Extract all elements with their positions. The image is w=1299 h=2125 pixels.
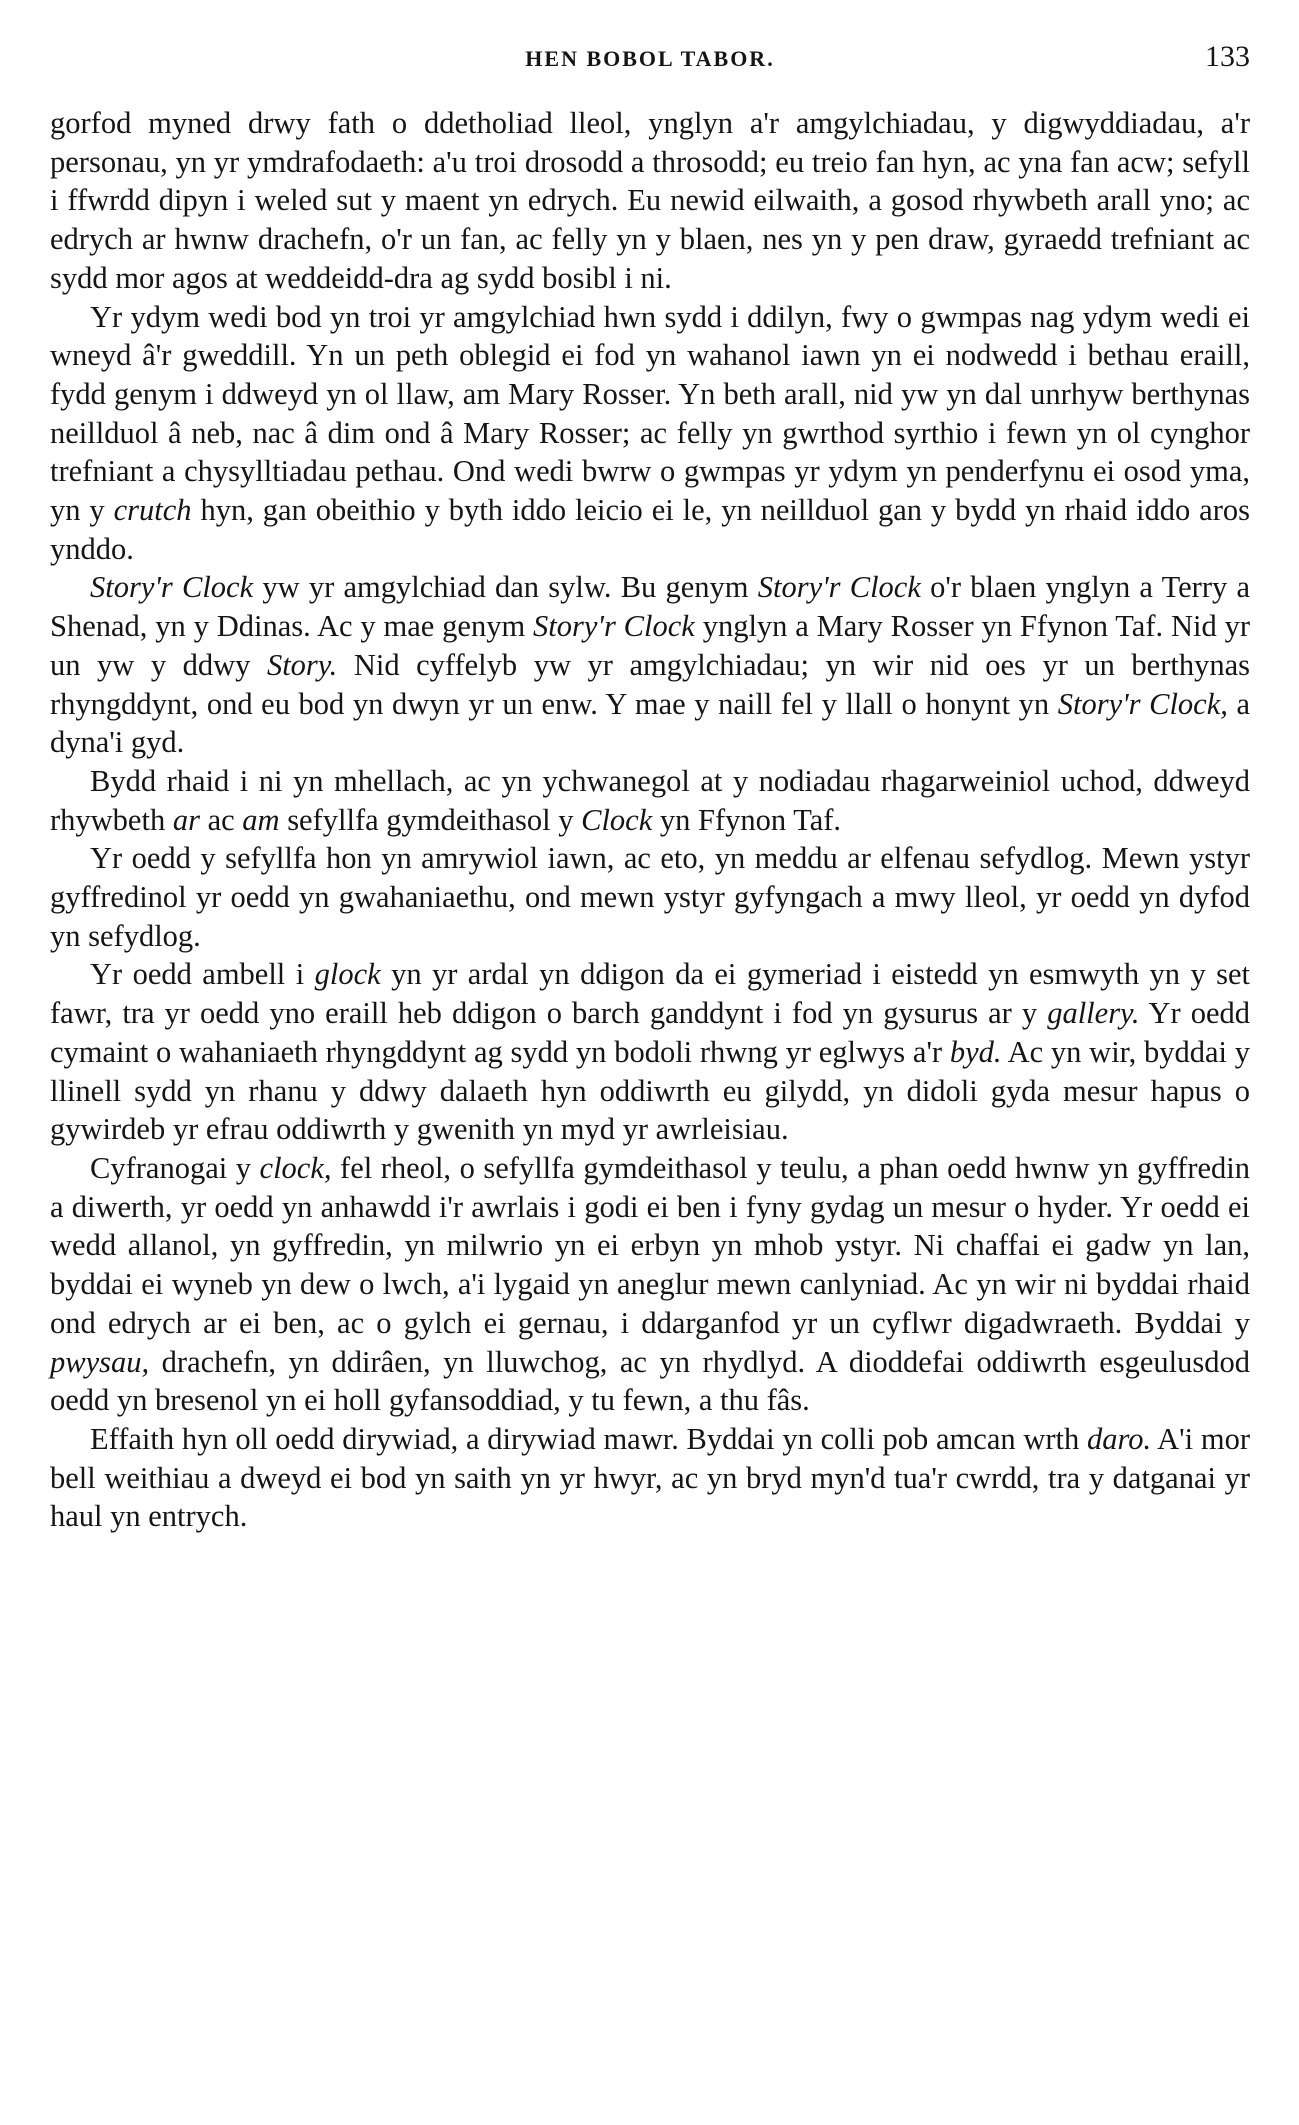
italic-text: Story'r Clock xyxy=(757,570,921,605)
text-run: Bydd rhaid i ni yn mhellach, ac yn ychwanegol at y nodiadau rhagarweiniol uchod, ddweyd rhywbeth xyxy=(50,763,1250,837)
text-run: hyn, gan obeithio y byth iddo leicio ei le, yn neillduol gan y bydd yn rhaid iddo aros ynddo. xyxy=(50,493,1250,566)
italic-text: clock, xyxy=(259,1150,332,1185)
italic-text: daro. xyxy=(1086,1421,1152,1456)
italic-text: Clock xyxy=(581,802,653,837)
text-run: A'i mor bell weithiau a dweyd ei bod yn saith yn yr hwyr, ac yn bryd myn'd tua'r cwrdd, tra y datganai yr haul yn entrych. xyxy=(50,1421,1250,1534)
paragraph xyxy=(50,762,1250,839)
italic-text: Story'r Clock xyxy=(533,609,695,644)
text-run: a dyna'i gyd. xyxy=(50,686,1251,760)
running-head xyxy=(50,38,1250,78)
text-run: sefyllfa gymdeithasol y xyxy=(279,802,582,837)
paragraph xyxy=(50,568,1250,762)
body-text xyxy=(50,104,1250,1536)
text-run: Yr ydym wedi bod yn troi yr amgylchiad hwn sydd i ddilyn, fwy o gwmpas nag ydym wedi ei wneyd â'r gweddill. Yn un peth oblegid ei fod yn wahanol iawn yn ei nodwedd i bethau eraill, fydd genym i ddweyd yn ol llaw, am Mary Rosser. Yn beth arall, nid yw yn dal unrhyw berthynas neillduol â neb, nac â dim ond â Mary Rosser; ac felly yn gwrthod syrthio i fewn yn ol cynghor trefniant a chysylltiadau pethau. Ond wedi bwrw o gwmpas yr ydym yn penderfynu ei osod yma, yn y xyxy=(50,299,1250,528)
text-run: ac xyxy=(199,802,243,837)
text-run: Nid cyffelyb yw yr amgylchiadau; yn wir nid oes yr un berthynas rhyngddynt, ond eu bod yn dwyn yr un enw. Y mae y naill fel y llall o honynt yn xyxy=(50,647,1250,721)
text-run: Ac yn wir, byddai y llinell sydd yn rhanu y ddwy dalaeth hyn oddiwrth eu gilydd, yn didoli gyda mesur hapus o gywirdeb yr efrau oddiwrth y gwenith yn myd yr awrleisiau. xyxy=(50,1034,1251,1147)
italic-text: Story'r Clock xyxy=(90,570,254,605)
text-run: Yr oedd cymaint o wahaniaeth rhyngddynt ag sydd yn bodoli rhwng yr eglwys a'r xyxy=(50,996,1250,1069)
italic-text: Story. xyxy=(266,647,338,682)
italic-text: gallery. xyxy=(1047,996,1140,1031)
italic-text: glock xyxy=(314,957,381,992)
italic-text: am xyxy=(242,802,280,837)
italic-text: crutch xyxy=(113,493,192,528)
italic-text: pwysau, xyxy=(50,1344,150,1379)
paragraph xyxy=(50,1420,1250,1536)
running-title: HEN BOBOL TABOR. xyxy=(525,46,775,71)
text-run: yw yr amgylchiad dan sylw. Bu genym xyxy=(253,570,758,605)
italic-text: Story'r Clock, xyxy=(1057,686,1228,721)
text-run: yn yr ardal yn ddigon da ei gymeriad i eistedd yn esmwyth yn y set fawr, tra yr oedd yno eraill heb ddigon o barch ganddynt i fod yn gysurus ar y xyxy=(50,957,1250,1031)
text-run: Cyfranogai y xyxy=(90,1150,260,1185)
text-run: o'r blaen ynglyn a Terry a Shenad, yn y Ddinas. Ac y mae genym xyxy=(50,570,1250,644)
text-run: Yr oedd y sefyllfa hon yn amrywiol iawn, ac eto, yn meddu ar elfenau sefydlog. Mewn ystyr gyffredinol yr oedd yn gwahaniaethu, ond mewn ystyr gyfyngach a mwy lleol, yr oedd yn dyfod yn sefydlog. xyxy=(50,841,1250,953)
paragraph xyxy=(50,298,1250,569)
text-run: drachefn, yn ddirâen, yn lluwchog, ac yn rhydlyd. A dioddefai oddiwrth esgeulusdod oedd yn bresenol yn ei holl gyfansoddiad, y tu fewn, a thu fâs. xyxy=(50,1344,1250,1418)
text-run: Effaith hyn oll oedd dirywiad, a dirywiad mawr. Byddai yn colli pob amcan wrth xyxy=(90,1421,1087,1456)
text-run: yn Ffynon Taf. xyxy=(652,802,842,837)
paragraph xyxy=(50,1149,1250,1420)
paragraph xyxy=(50,104,1250,298)
italic-text: byd. xyxy=(949,1034,1002,1069)
page-number: 133 xyxy=(1205,40,1250,73)
italic-text: ar xyxy=(172,802,200,837)
text-run: Yr oedd ambell i xyxy=(90,957,315,992)
text-run: gorfod myned drwy fath o ddetholiad lleol, ynglyn a'r amgylchiadau, y digwyddiadau, a'r personau, yn yr ymdrafodaeth: a'u troi drosodd a throsodd; eu treio fan hyn, ac yna fan acw; sefyll i ffwrdd dipyn i weled sut y maent yn edrych. Eu newid eilwaith, a gosod rhywbeth arall yno; ac edrych ar hwnw drachefn, o'r un fan, ac felly yn y blaen, nes yn y pen draw, gyraedd trefniant ac sydd mor agos at weddeidd-dra ag sydd bosibl i ni. xyxy=(50,106,1250,295)
text-run: ynglyn a Mary Rosser yn Ffynon Taf. Nid yr un yw y ddwy xyxy=(50,609,1250,682)
paragraph xyxy=(50,839,1250,955)
paragraph xyxy=(50,955,1250,1149)
text-run: fel rheol, o sefyllfa gymdeithasol y teulu, a phan oedd hwnw yn gyffredin a diwerth, yr oedd yn anhawdd i'r awrlais i godi ei ben i fyny gydag un mesur o hyder. Yr oedd ei wedd allanol, yn gyffredin, yn milwrio yn ei erbyn yn mhob ystyr. Ni chaffai ei gadw yn lan, byddai ei wyneb yn dew o lwch, a'i lygaid yn aneglur mewn canlyniad. Ac yn wir ni byddai rhaid ond edrych ar ei ben, ac o gylch ei gernau, i ddarganfod yr un cyflwr digadwraeth. Byddai y xyxy=(50,1150,1250,1340)
